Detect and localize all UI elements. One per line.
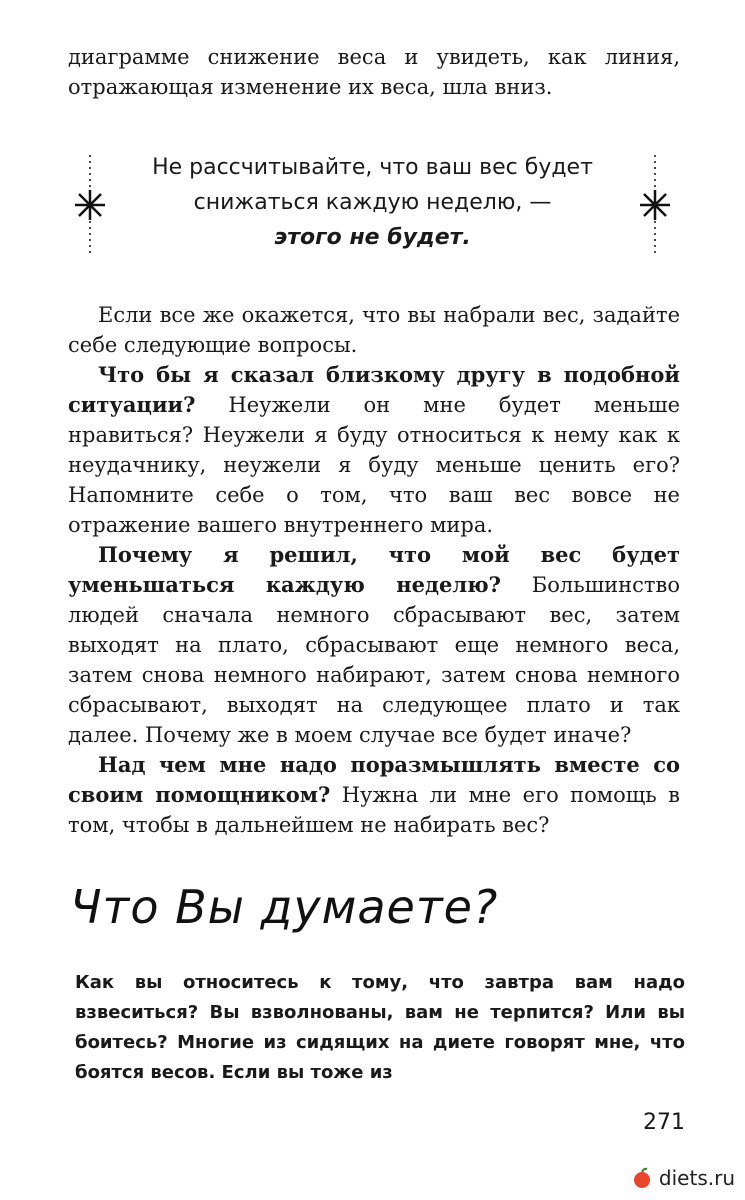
paragraph-1: Если все же окажется, что вы набрали вес, задайте себе следующие вопросы. bbox=[68, 303, 680, 357]
question-3-text: Нужна ли мне его помощь в том, чтобы в дальнейшем не набирать вес? bbox=[68, 783, 680, 837]
star-ornament-icon bbox=[70, 150, 110, 260]
paragraph-question-2 bbox=[68, 540, 680, 750]
callout-text bbox=[140, 150, 605, 255]
question-2-bold: Почему я решил, что мой вес будет уменьшаться каждую неделю? bbox=[68, 542, 680, 597]
question-2-text: Большинство людей сначала немного сбрасывают вес, затем выходят на плато, сбрасывают еще немного веса, затем снова немного набирают, затем снова немного сбрасывают, выходят на следующее плато и так далее. Почему же в моем случае все будет иначе? bbox=[68, 573, 680, 747]
callout-box bbox=[70, 150, 675, 260]
callout-line-1: Не рассчитывайте, что ваш вес будет bbox=[152, 155, 593, 180]
intro-paragraph: диаграмме снижение веса и увидеть, как линия, отражающая изменение их веса, шла вниз. bbox=[68, 45, 680, 99]
section-text: Как вы относитесь к тому, что завтра вам надо взвеситься? Вы взволнованы, вам не терпится? Или вы боитесь? Многие из сидящих на диете говорят мне, что боятся весов. Если вы тоже из bbox=[75, 972, 685, 1083]
star-ornament-icon bbox=[635, 150, 675, 260]
watermark bbox=[631, 1166, 735, 1190]
paragraph-question-3 bbox=[68, 750, 680, 840]
section-title: Что Вы думаете? bbox=[70, 880, 499, 934]
apple-icon bbox=[631, 1167, 653, 1189]
callout-line-2: снижаться каждую неделю, — bbox=[193, 190, 552, 215]
question-3-bold: Над чем мне надо поразмышлять вместе со своим помощником? bbox=[68, 752, 680, 807]
watermark-text: diets.ru bbox=[658, 1166, 735, 1190]
callout-emphasis: этого не будет. bbox=[274, 225, 471, 250]
paragraph-question-1 bbox=[68, 360, 680, 540]
question-1-bold: Что бы я сказал близкому другу в подобной ситуации? bbox=[68, 362, 680, 417]
main-text bbox=[68, 300, 680, 840]
question-1-text: Неужели он мне будет меньше нравиться? Неужели я буду относиться к нему как к неудачнику, неужели я буду меньше ценить его? Напомните себе о том, что ваш вес вовсе не отражение вашего внутреннего мира. bbox=[68, 393, 680, 537]
page-number: 271 bbox=[643, 1110, 685, 1135]
